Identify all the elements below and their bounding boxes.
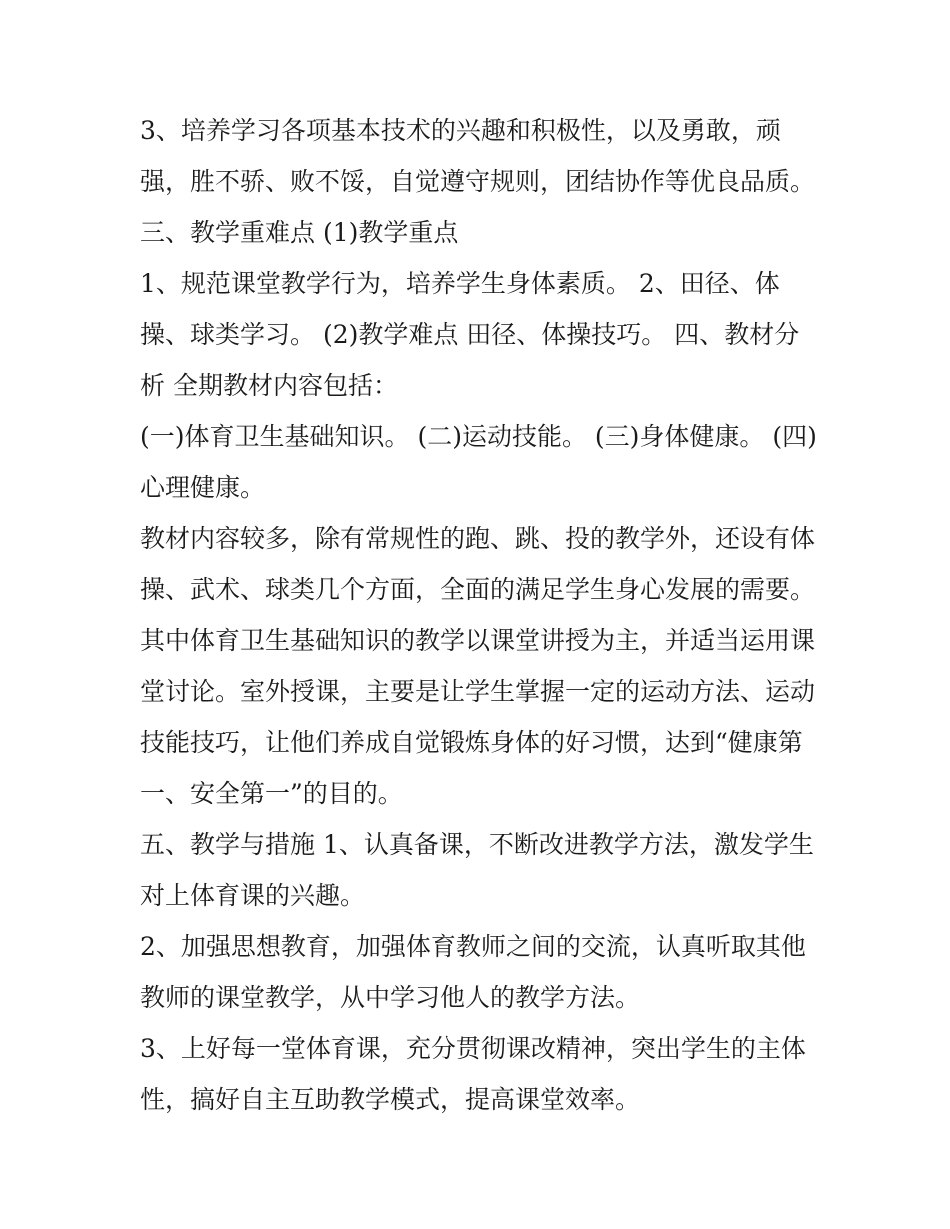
text-line: 教材内容较多，除有常规性的跑、跳、投的教学外，还设有体 (140, 524, 816, 553)
text-line: 2、加强思想教育，加强体育教师之间的交流，认真听取其他 (140, 932, 806, 961)
text-line: 其中体育卫生基础知识的教学以课堂讲授为主，并适当运用课 (140, 626, 816, 655)
text-line: 操、武术、球类几个方面，全面的满足学生身心发展的需要。 (140, 575, 816, 604)
text-line: 一、安全第一”的目的。 (140, 779, 403, 808)
text-line: 强，胜不骄、败不馁，自觉遵守规则，团结协作等优良品质。 (140, 167, 816, 196)
text-line: 操、球类学习。 (2)教学难点 田径、体操技巧。 四、教材分 (140, 320, 800, 349)
section-heading: 三、教学重难点 (1)教学重点 (140, 218, 459, 247)
text-line: 教师的课堂教学，从中学习他人的教学方法。 (140, 983, 641, 1012)
text-line: 堂讨论。室外授课，主要是让学生掌握一定的运动方法、运动 (140, 677, 816, 706)
text-line: 性，搞好自主互助教学模式，提高课堂效率。 (140, 1085, 641, 1114)
text-line: 析 全期教材内容包括： (140, 371, 398, 400)
document-body (140, 105, 820, 1125)
text-line: 心理健康。 (140, 473, 266, 502)
text-line: 3、上好每一堂体育课，充分贯彻课改精神，突出学生的主体 (140, 1034, 806, 1063)
text-line: 3、培养学习各项基本技术的兴趣和积极性，以及勇敢，顽 (140, 116, 781, 145)
section-heading: 五、教学与措施 1、认真备课，不断改进教学方法，激发学生 (140, 830, 814, 859)
text-line: 1、规范课堂教学行为，培养学生身体素质。 2、田径、体 (140, 269, 780, 298)
text-line: (一)体育卫生基础知识。 (二)运动技能。 (三)身体健康。 (四) (140, 422, 817, 451)
text-line: 对上体育课的兴趣。 (140, 881, 366, 910)
text-line: 技能技巧，让他们养成自觉锻炼身体的好习惯，达到“健康第 (140, 728, 803, 757)
